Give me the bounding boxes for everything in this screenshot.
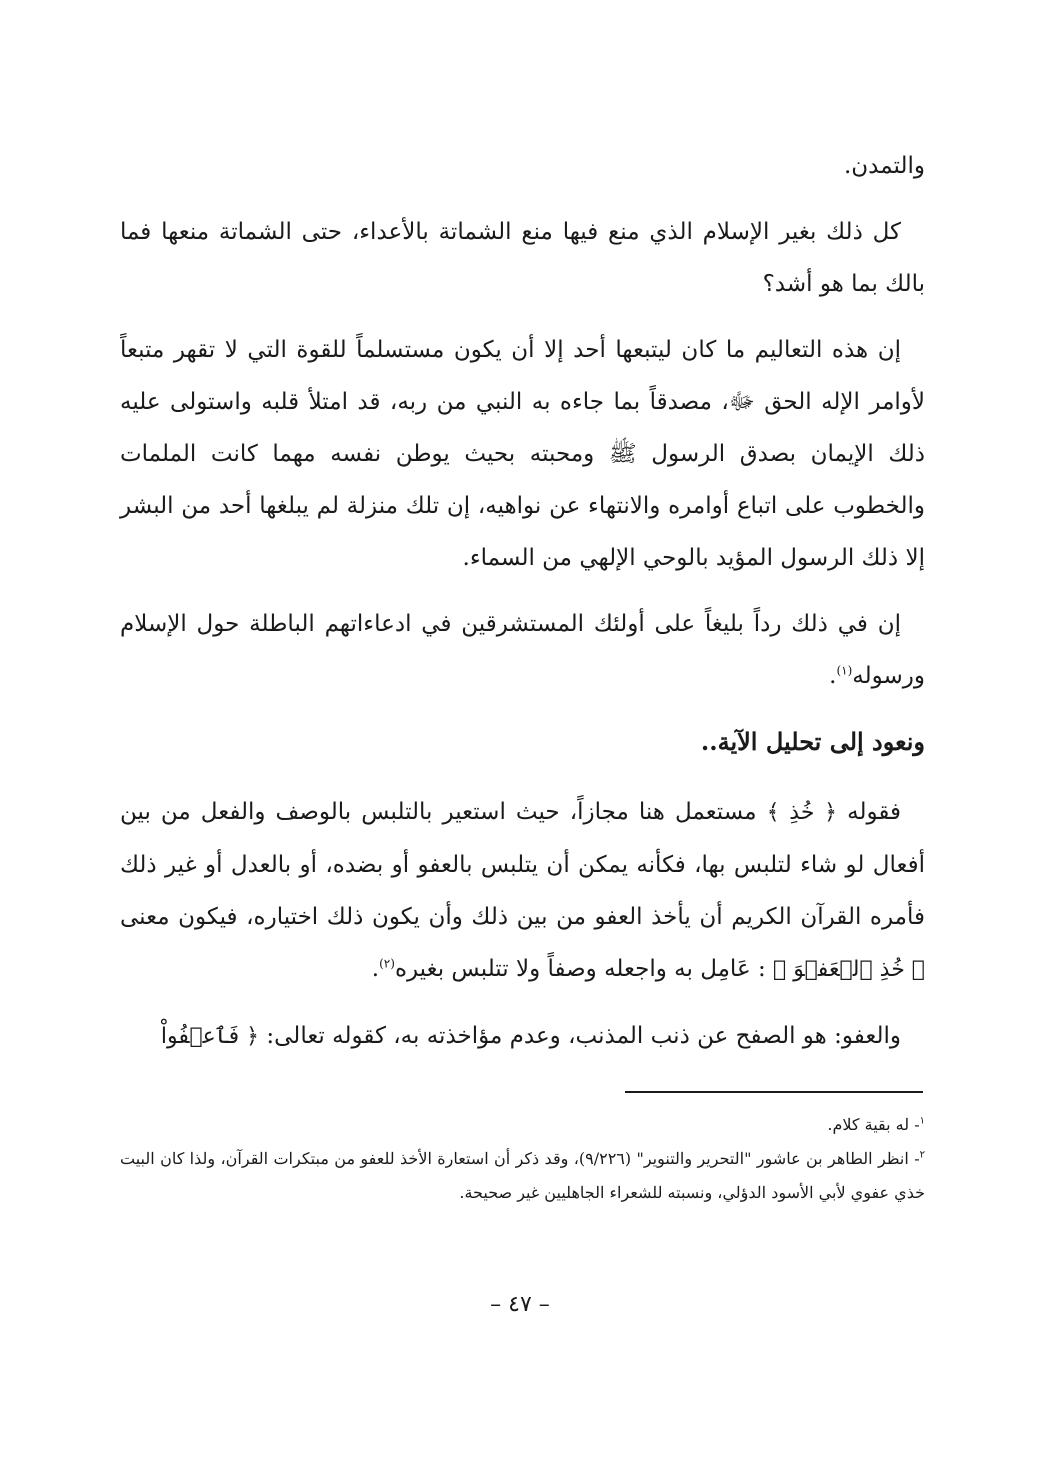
footnote-ref-1[interactable]: (١) [836, 663, 853, 678]
section-heading: ونعود إلى تحليل الآية.. [700, 727, 925, 756]
footnote-1-text: - له بقية كلام. [827, 1115, 920, 1134]
document-body [120, 140, 925, 1077]
quran-quote-faafu: ﴿ فَٱعۡفُواْ [160, 1024, 260, 1049]
paragraph-orientalists-tail: . [829, 663, 837, 689]
footnote-divider [625, 1091, 923, 1093]
footnote-2-text: - انظر الطاهر بن عاشور "التحرير والتنوير" (٩/٢٢٦)، وقد ذكر أن استعارة الأخذ للعفو من مبتكرات القرآن، ولذا كان البيت خذي عفوي لأبي الأسود الدؤلي، ونسبته للشعراء الجاهليين غير صحيحة. [120, 1149, 925, 1202]
footnote-1 [120, 1108, 925, 1142]
paragraph-afw [120, 1010, 925, 1063]
page-number: – ٤٧ – [490, 1292, 550, 1317]
paragraph-khudh [120, 786, 925, 996]
footnote-2 [120, 1142, 925, 1210]
paragraph-khudh-part3: : عَامِل به واجعله وصفاً ولا تتلبس بغيره [394, 956, 774, 982]
footnote-ref-2[interactable]: (٢) [379, 956, 395, 971]
paragraph-khudh-part2: مستعمل هنا مجازاً، حيث استعير بالتلبس بالوصف والفعل من بين أفعال لو شاء لتلبس بها، فكأنه يمكن أن يتلبس بالعفو أو بضده، أو بالعدل أو غير ذلك فأمره القرآن الكريم أن يأخذ العفو من بين ذلك وأن يكون ذلك اختياره، فيكون معنى [120, 799, 925, 930]
paragraph-teachings: إن هذه التعاليم ما كان ليتبعها أحد إلا أن يكون مستسلماً للقوة التي لا تقهر متبعاً لأوامر الإله الحق ﷻ، مصدقاً بما جاءه به النبي من ربه، قد امتلأ قلبه واستولى عليه ذلك الإيمان بصدق الرسول ﷺ ومحبته بحيث يوطن نفسه مهما كانت الملمات والخطوب على اتباع أوامره والانتهاء عن نواهيه، إن تلك منزلة لم يبلغها أحد من البشر إلا ذلك الرسول المؤيد بالوحي الإلهي من السماء. [120, 337, 925, 571]
paragraph-afw-part1: والعفو: هو الصفح عن ذنب المذنب، وعدم مؤاخذته به، كقوله تعالى: [259, 1023, 901, 1049]
paragraph-khudh-part1: فقوله [837, 799, 901, 825]
paragraph-shamata: كل ذلك بغير الإسلام الذي منع فيها منع الشماتة بالأعداء، حتى الشماتة منعها فما بالك بما هو أشد؟ [120, 219, 925, 297]
continuation-line: والتمدن. [843, 153, 925, 179]
footnote-1-number: ١ [919, 1115, 925, 1127]
paragraph-orientalists [120, 598, 925, 702]
paragraph-khudh-tail: . [371, 956, 380, 982]
quran-quote-khudh-alafw: ﴿ خُذِ ٱلۡعَفۡوَ ﴾ [773, 957, 925, 982]
footnote-2-number: ٢ [919, 1149, 925, 1161]
quran-quote-khudh: ﴿ خُذِ ﴾ [766, 800, 838, 825]
paragraph-orientalists-text: إن في ذلك رداً بليغاً على أولئك المستشرقين في ادعاءاتهم الباطلة حول الإسلام ورسوله [120, 611, 925, 689]
footnotes [120, 1108, 925, 1210]
